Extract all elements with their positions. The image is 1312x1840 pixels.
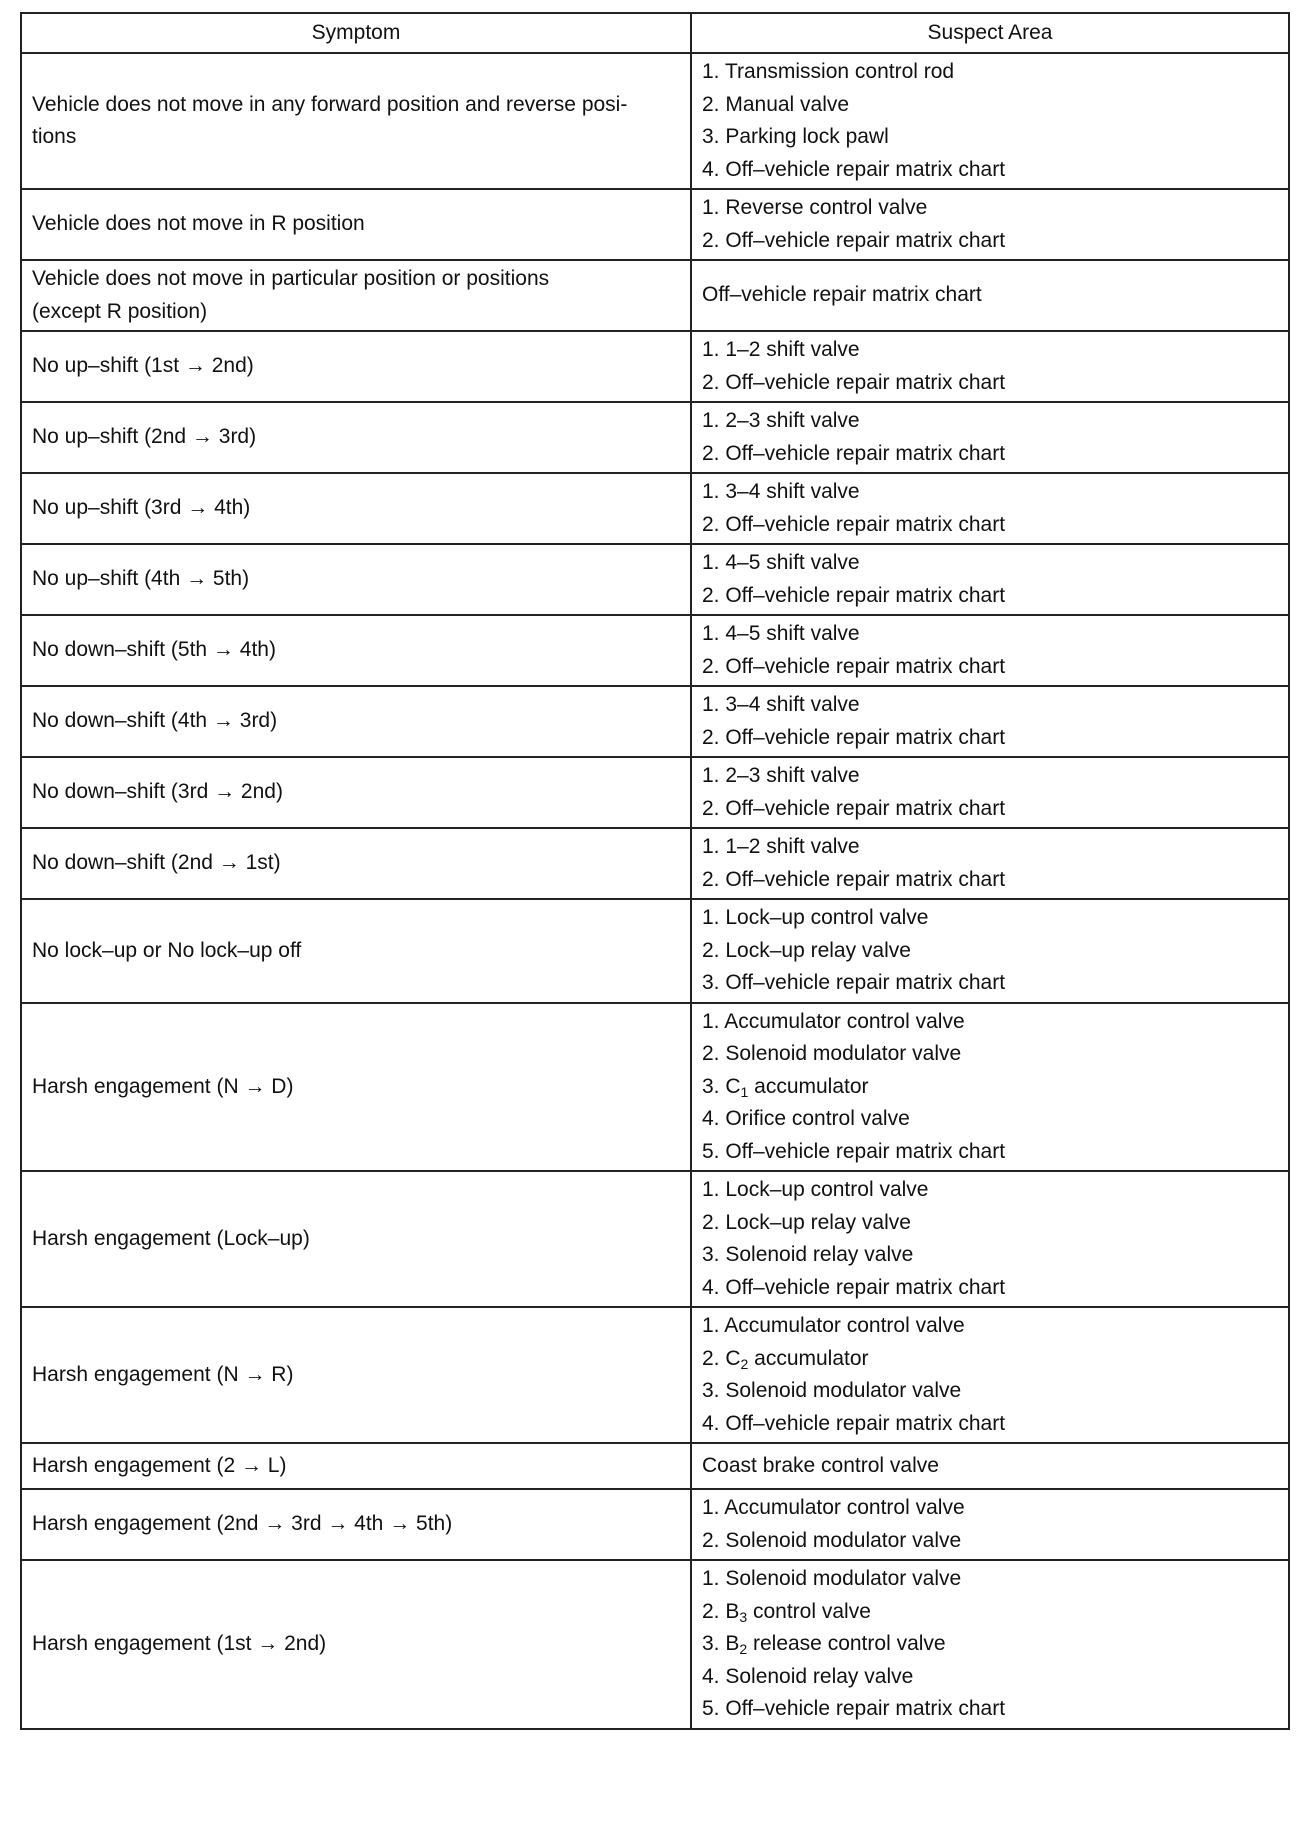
suspect-area-cell <box>691 53 1289 189</box>
symptom-cell: No up–shift (4th → 5th) <box>21 544 691 615</box>
table-row <box>21 1307 1289 1443</box>
symptom-cell: No up–shift (1st → 2nd) <box>21 331 691 402</box>
suspect-item: 2. Lock–up relay valve <box>702 938 911 962</box>
suspect-area-cell <box>691 544 1289 615</box>
suspect-item: Coast brake control valve <box>702 1453 939 1477</box>
table-row <box>21 828 1289 899</box>
suspect-area-cell <box>691 402 1289 473</box>
symptom-header: Symptom <box>21 13 691 53</box>
symptom-matrix-table <box>20 12 1290 1730</box>
symptom-cell <box>21 53 691 189</box>
symptom-text-line: Vehicle does not move in any forward position and reverse posi- <box>32 92 628 116</box>
table-row <box>21 53 1289 189</box>
suspect-item: 1. 1–2 shift valve <box>702 835 860 858</box>
table-row <box>21 544 1289 615</box>
suspect-item: 3. Parking lock pawl <box>702 125 889 148</box>
suspect-item: 1. Solenoid modulator valve <box>702 1567 962 1590</box>
suspect-item: 2. Off–vehicle repair matrix chart <box>702 654 1006 678</box>
table-row <box>21 1560 1289 1729</box>
symptom-cell: Harsh engagement (N → D) <box>21 1003 691 1172</box>
symptom-cell: No down–shift (3rd → 2nd) <box>21 757 691 828</box>
suspect-item: 1. 3–4 shift valve <box>702 693 860 716</box>
table-row <box>21 1003 1289 1172</box>
suspect-item: 4. Solenoid relay valve <box>702 1664 914 1688</box>
suspect-item: 4. Off–vehicle repair matrix chart <box>702 1411 1006 1435</box>
suspect-area-header: Suspect Area <box>691 13 1289 53</box>
suspect-item: 1. 1–2 shift valve <box>702 338 860 361</box>
suspect-area-cell <box>691 828 1289 899</box>
table-row <box>21 1443 1289 1489</box>
suspect-item: 5. Off–vehicle repair matrix chart <box>702 1139 1006 1163</box>
suspect-item: 2. Manual valve <box>702 92 850 116</box>
symptom-cell: No up–shift (3rd → 4th) <box>21 473 691 544</box>
suspect-area-cell <box>691 331 1289 402</box>
table-row <box>21 1489 1289 1560</box>
suspect-item: 2. Off–vehicle repair matrix chart <box>702 725 1006 749</box>
suspect-item: 2. Off–vehicle repair matrix chart <box>702 796 1006 820</box>
header-row <box>21 13 1289 53</box>
suspect-item: 3. Off–vehicle repair matrix chart <box>702 971 1006 994</box>
suspect-area-cell <box>691 1307 1289 1443</box>
table-row <box>21 686 1289 757</box>
suspect-item: 1. Lock–up control valve <box>702 906 929 929</box>
suspect-item: 2. Solenoid modulator valve <box>702 1528 962 1552</box>
suspect-item: 1. Transmission control rod <box>702 60 955 83</box>
suspect-area-cell <box>691 1171 1289 1307</box>
suspect-area-cell <box>691 1443 1289 1489</box>
suspect-item: 2. Off–vehicle repair matrix chart <box>702 228 1006 252</box>
table-row <box>21 331 1289 402</box>
symptom-cell: Harsh engagement (2nd → 3rd → 4th → 5th) <box>21 1489 691 1560</box>
suspect-item: 1. 2–3 shift valve <box>702 409 860 432</box>
suspect-item: 3. Solenoid relay valve <box>702 1243 914 1266</box>
symptom-cell: Vehicle does not move in R position <box>21 189 691 260</box>
suspect-area-cell <box>691 1560 1289 1729</box>
table-row <box>21 473 1289 544</box>
table-row <box>21 189 1289 260</box>
symptom-text-line: (except R position) <box>32 299 208 323</box>
symptom-cell: Harsh engagement (2 → L) <box>21 1443 691 1489</box>
suspect-item: 3. Solenoid modulator valve <box>702 1379 962 1402</box>
table-row <box>21 899 1289 1003</box>
symptom-cell: No down–shift (5th → 4th) <box>21 615 691 686</box>
suspect-item: 2. Off–vehicle repair matrix chart <box>702 867 1006 891</box>
table-row <box>21 757 1289 828</box>
suspect-item: 2. Off–vehicle repair matrix chart <box>702 441 1006 465</box>
suspect-area-cell <box>691 686 1289 757</box>
suspect-area-cell <box>691 899 1289 1003</box>
suspect-item: 1. 4–5 shift valve <box>702 551 860 574</box>
suspect-item: 1. Accumulator control valve <box>702 1496 965 1519</box>
suspect-item: 2. Off–vehicle repair matrix chart <box>702 512 1006 536</box>
symptom-cell <box>21 260 691 331</box>
table-row <box>21 615 1289 686</box>
symptom-cell: No down–shift (2nd → 1st) <box>21 828 691 899</box>
symptom-text-line: tions <box>32 125 77 148</box>
symptom-cell: Harsh engagement (Lock–up) <box>21 1171 691 1307</box>
suspect-item: 2. Off–vehicle repair matrix chart <box>702 370 1006 394</box>
suspect-item: 2. Lock–up relay valve <box>702 1210 911 1234</box>
symptom-cell: No lock–up or No lock–up off <box>21 899 691 1003</box>
suspect-area-cell <box>691 189 1289 260</box>
symptom-cell: No up–shift (2nd → 3rd) <box>21 402 691 473</box>
suspect-item: 2. Solenoid modulator valve <box>702 1042 962 1065</box>
suspect-item: 1. Accumulator control valve <box>702 1009 965 1033</box>
suspect-item: 1. Lock–up control valve <box>702 1178 929 1201</box>
suspect-item: 2. $B_3$ control valve <box>702 1599 871 1625</box>
suspect-area-cell <box>691 260 1289 331</box>
suspect-item: 3. $B_2$ release control valve <box>702 1632 946 1657</box>
symptom-cell: Harsh engagement (N → R) <box>21 1307 691 1443</box>
suspect-item: 3. $C_1$ accumulator <box>702 1074 869 1100</box>
symptom-cell: Harsh engagement (1st → 2nd) <box>21 1560 691 1729</box>
suspect-item: 2. Off–vehicle repair matrix chart <box>702 583 1006 607</box>
suspect-area-cell <box>691 473 1289 544</box>
table-row <box>21 402 1289 473</box>
suspect-item: 2. $C_2$ accumulator <box>702 1346 869 1372</box>
suspect-item: 1. 2–3 shift valve <box>702 764 860 787</box>
suspect-item: 4. Orifice control valve <box>702 1107 910 1130</box>
table-row <box>21 1171 1289 1307</box>
suspect-area-cell <box>691 1489 1289 1560</box>
suspect-item: 4. Off–vehicle repair matrix chart <box>702 157 1006 181</box>
suspect-item: 1. 4–5 shift valve <box>702 622 860 645</box>
suspect-item: 1. Reverse control valve <box>702 196 928 219</box>
suspect-item: 5. Off–vehicle repair matrix chart <box>702 1697 1006 1720</box>
symptom-cell: No down–shift (4th → 3rd) <box>21 686 691 757</box>
suspect-area-cell <box>691 615 1289 686</box>
symptom-text-line: Vehicle does not move in particular position or positions <box>32 267 550 290</box>
suspect-item: Off–vehicle repair matrix chart <box>702 283 982 307</box>
suspect-item: 1. Accumulator control valve <box>702 1314 965 1337</box>
suspect-item: 4. Off–vehicle repair matrix chart <box>702 1275 1006 1299</box>
suspect-item: 1. 3–4 shift valve <box>702 480 860 503</box>
table-row <box>21 260 1289 331</box>
suspect-area-cell <box>691 1003 1289 1172</box>
suspect-area-cell <box>691 757 1289 828</box>
